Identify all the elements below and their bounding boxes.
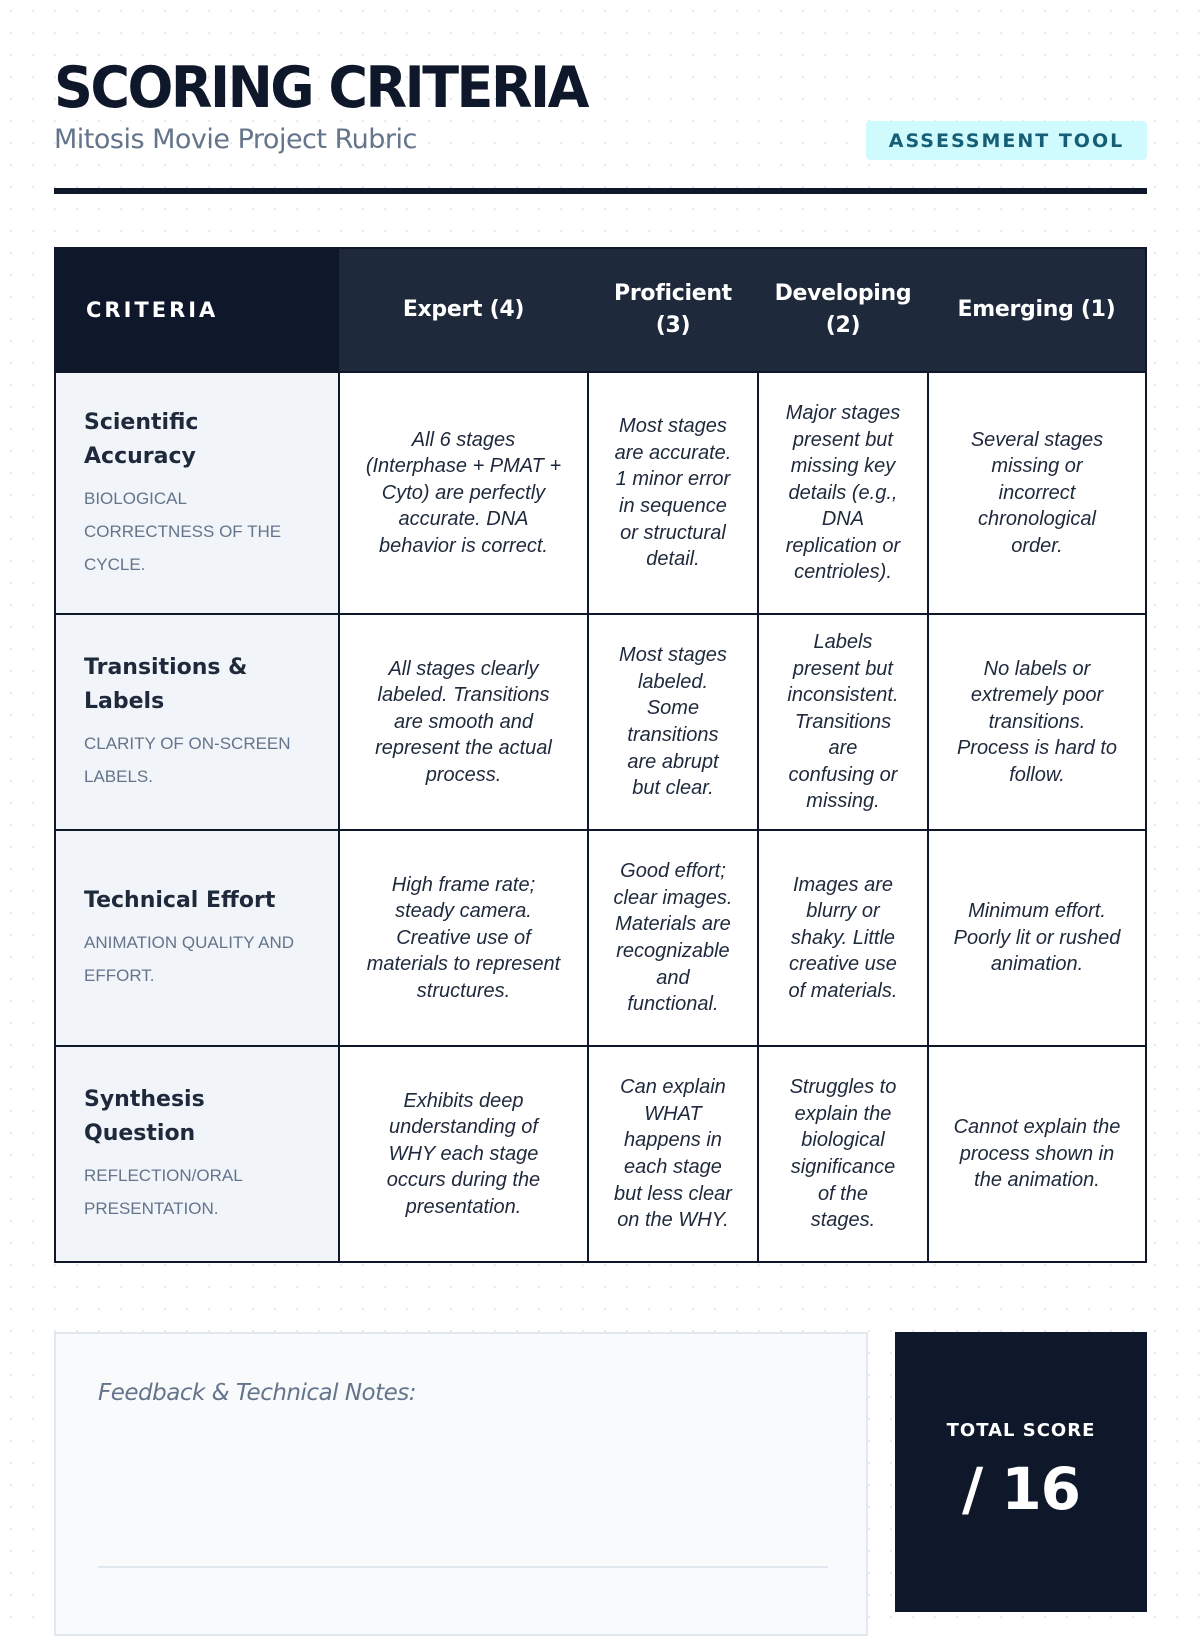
score-descriptor-cell: Exhibits deep understanding of WHY each stage occurs during the presentation.	[339, 1046, 588, 1262]
score-descriptor-cell: No labels or extremely poor transitions. Process is hard to follow.	[928, 614, 1146, 830]
total-score-value: / 16	[961, 1455, 1081, 1523]
column-header-proficient: Proficient (3)	[588, 248, 758, 372]
score-descriptor-cell: Good effort; clear images. Materials are recognizable and functional.	[588, 830, 758, 1046]
column-header-criteria: CRITERIA	[55, 248, 339, 372]
total-score-box	[895, 1332, 1147, 1612]
score-descriptor-cell: Struggles to explain the biological significance of the stages.	[758, 1046, 928, 1262]
criteria-cell	[55, 1046, 339, 1262]
column-header-developing: Developing (2)	[758, 248, 928, 372]
score-descriptor-cell: Minimum effort. Poorly lit or rushed animation.	[928, 830, 1146, 1046]
score-descriptor-cell: Can explain WHAT happens in each stage but less clear on the WHY.	[588, 1046, 758, 1262]
criteria-cell	[55, 372, 339, 614]
table-row	[55, 830, 1146, 1046]
criteria-cell	[55, 614, 339, 830]
column-header-emerging: Emerging (1)	[928, 248, 1146, 372]
criteria-description: REFLECTION/ORAL PRESENTATION.	[84, 1166, 243, 1218]
criteria-description: BIOLOGICAL CORRECTNESS OF THE CYCLE.	[84, 488, 282, 574]
criteria-name: Transitions & Labels	[84, 655, 248, 714]
feedback-notes-box[interactable]	[54, 1332, 868, 1636]
column-header-expert: Expert (4)	[339, 248, 588, 372]
score-descriptor-cell: Most stages labeled. Some transitions are abrupt but clear.	[588, 614, 758, 830]
page-title: SCORING CRITERIA	[54, 54, 587, 121]
table-header-row	[55, 248, 1146, 372]
score-descriptor-cell: All 6 stages (Interphase + PMAT + Cyto) are perfectly accurate. DNA behavior is correct.	[339, 372, 588, 614]
page-subtitle: Mitosis Movie Project Rubric	[54, 124, 417, 155]
criteria-name: Scientific Accuracy	[84, 409, 199, 469]
score-descriptor-cell: Images are blurry or shaky. Little creative use of materials.	[758, 830, 928, 1046]
score-descriptor-cell: Labels present but inconsistent. Transitions are confusing or missing.	[758, 614, 928, 830]
score-descriptor-cell: High frame rate; steady camera. Creative use of materials to represent structures.	[339, 830, 588, 1046]
score-descriptor-cell: Most stages are accurate. 1 minor error in sequence or structural detail.	[588, 372, 758, 614]
score-descriptor-cell: All stages clearly labeled. Transitions are smooth and represent the actual process.	[339, 614, 588, 830]
writing-line	[98, 1566, 828, 1568]
table-row	[55, 614, 1146, 830]
rubric-table	[54, 247, 1147, 1263]
total-score-label: TOTAL SCORE	[946, 1420, 1096, 1441]
score-descriptor-cell: Cannot explain the process shown in the animation.	[928, 1046, 1146, 1262]
table-row	[55, 372, 1146, 614]
criteria-description: CLARITY OF ON-SCREEN LABELS.	[84, 734, 291, 786]
criteria-cell	[55, 830, 339, 1046]
feedback-label: Feedback & Technical Notes:	[98, 1380, 417, 1406]
assessment-tool-badge: ASSESSMENT TOOL	[866, 121, 1147, 160]
criteria-description: ANIMATION QUALITY AND EFFORT.	[84, 933, 295, 985]
criteria-name: Synthesis Question	[84, 1087, 205, 1146]
criteria-name: Technical Effort	[84, 888, 276, 913]
score-descriptor-cell: Several stages missing or incorrect chronological order.	[928, 372, 1146, 614]
header-divider	[54, 188, 1147, 194]
score-descriptor-cell: Major stages present but missing key details (e.g., DNA replication or centrioles).	[758, 372, 928, 614]
table-row	[55, 1046, 1146, 1262]
